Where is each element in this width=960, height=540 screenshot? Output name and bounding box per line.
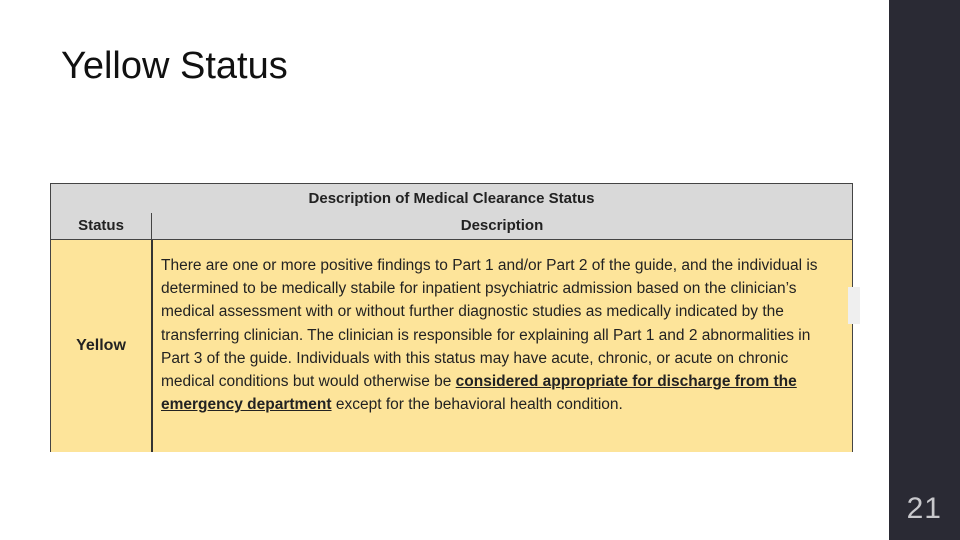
description-text-end: except for the behavioral health condition. [331,396,623,414]
medical-clearance-table [50,183,853,453]
description-emphasis: considered appropriate for discharge from the emergency department [161,373,797,414]
description-cell [161,254,841,416]
table-heading: Description of Medical Clearance Status [50,183,853,214]
column-header-status: Status [51,213,152,239]
description-text: There are one or more positive findings to Part 1 and/or Part 2 of the guide, and the individual is determined to be medically stabile for inpatient psychiatric admission based on the clinician’s medical assessment with or without further diagnostic studies as medically indicated by the transferring clinician. The clinician is responsible for explaining all Part 1 and 2 abnormalities in Part 3 of the guide. Individuals with this status may have acute, chronic, or acute on chronic medical conditions but would otherwise be [161,257,818,391]
table-column-headers [50,213,853,240]
status-cell: Yellow [51,240,153,452]
decorative-strip [848,287,860,324]
page-number: 21 [906,492,942,525]
slide-title: Yellow Status [61,45,288,87]
table-row-yellow [50,240,853,452]
column-header-description: Description [460,217,544,234]
sidebar-panel [889,0,960,540]
